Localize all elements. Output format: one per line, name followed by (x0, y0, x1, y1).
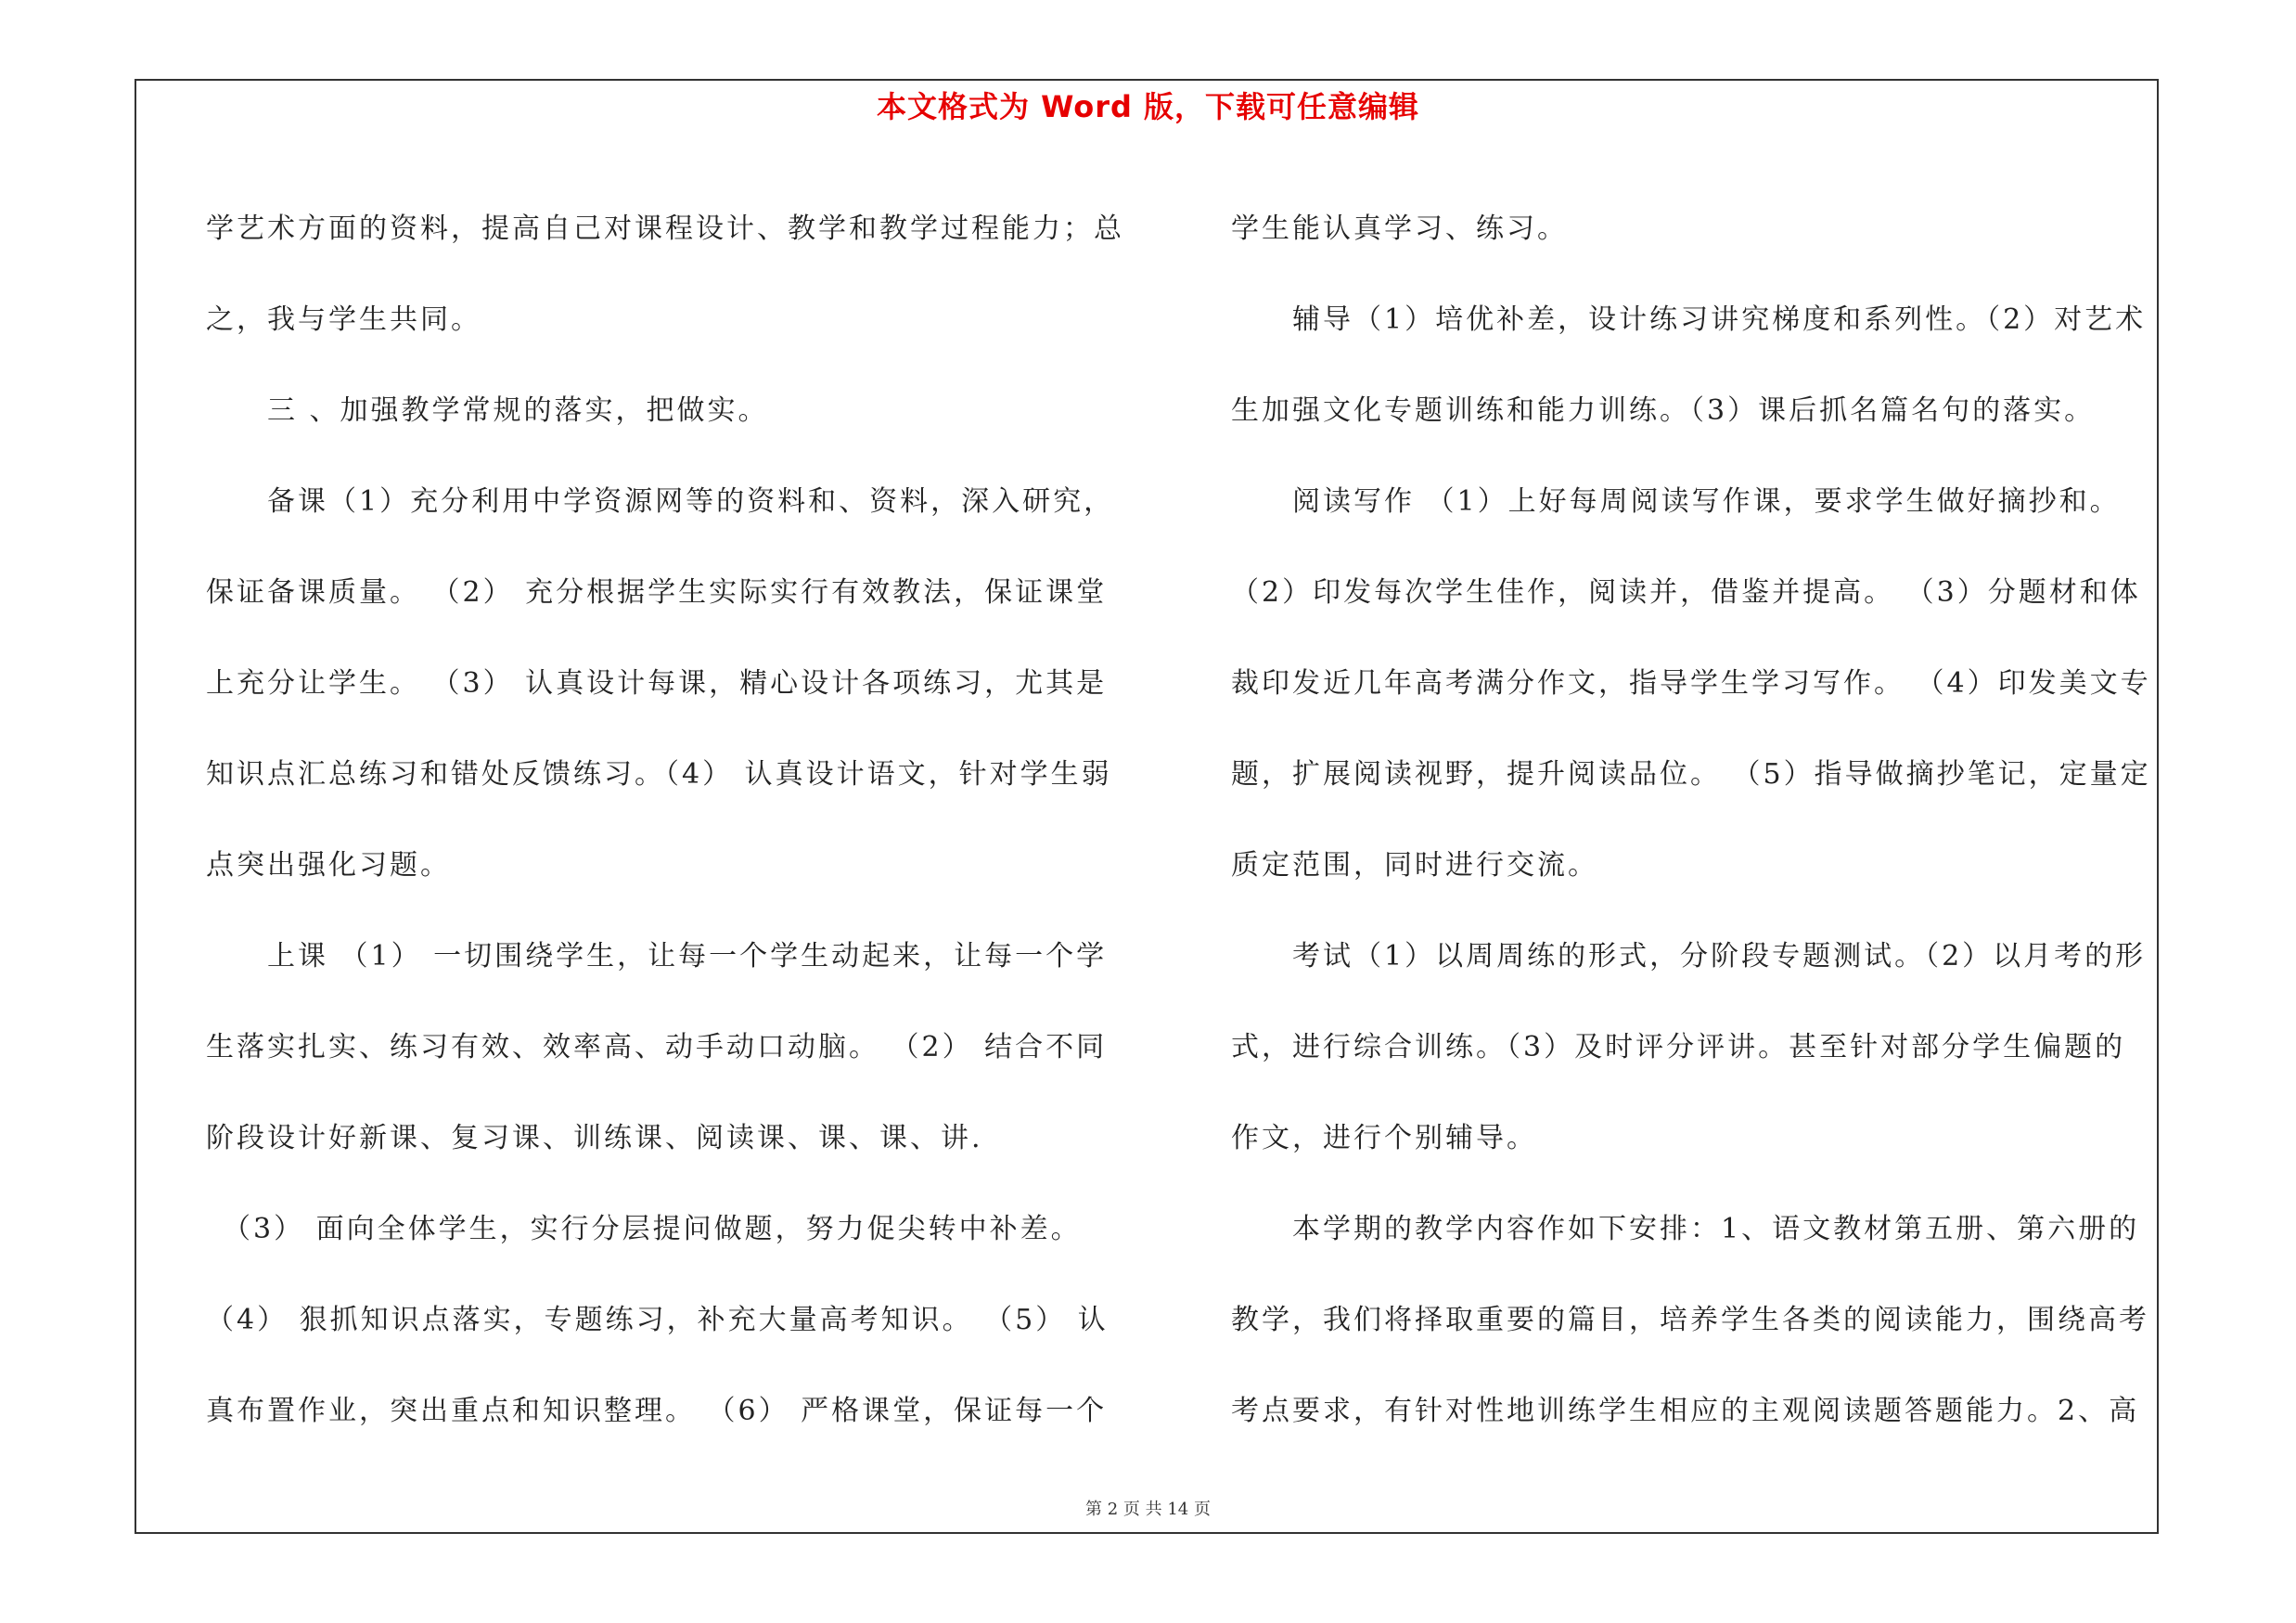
text-line: 保证备课质量。 （2） 充分根据学生实际实行有效教法，保证课堂 (206, 576, 1108, 609)
text-line: 作文，进行个别辅导。 (1231, 1122, 1537, 1154)
page-number: 第 2 页 共 14 页 (1085, 1500, 1211, 1519)
left-column (206, 184, 1134, 1457)
text-line: 学生能认真学习、练习。 (1231, 213, 1568, 245)
right-column (1231, 184, 2159, 1457)
text-line: 教学，我们将择取重要的篇目，培养学生各类的阅读能力，围绕高考 (1231, 1304, 2149, 1336)
text-line: 学艺术方面的资料，提高自己对课程设计、教学和教学过程能力；总 (206, 213, 1124, 245)
format-banner: 本文格式为 Word 版，下载可任意编辑 (876, 89, 1420, 124)
text-line: 辅导（1）培优补差，设计练习讲究梯度和系列性。（2）对艺术 (1231, 303, 2147, 336)
text-line: 本学期的教学内容作如下安排：1、语文教材第五册、第六册的 (1231, 1213, 2140, 1245)
text-line: （3） 面向全体学生，实行分层提问做题，努力促尖转中补差。 (206, 1213, 1082, 1245)
text-line: 备课（1）充分利用中学资源网等的资料和、资料，深入研究， (206, 485, 1115, 518)
text-line: 生加强文化专题训练和能力训练。（3）课后抓名篇名句的落实。 (1231, 394, 2096, 427)
text-line: 点突出强化习题。 (206, 849, 451, 882)
text-line: 之，我与学生共同。 (206, 303, 481, 336)
text-line: （2）印发每次学生佳作，阅读并，借鉴并提高。 （3）分题材和体 (1231, 576, 2141, 609)
text-line: 阅读写作 （1）上好每周阅读写作课，要求学生做好摘抄和。 (1231, 485, 2121, 518)
text-line: 上课 （1） 一切围绕学生，让每一个学生动起来，让每一个学 (206, 940, 1108, 973)
text-line: 题，扩展阅读视野，提升阅读品位。 （5）指导做摘抄笔记，定量定 (1231, 758, 2151, 791)
text-line: 上充分让学生。 （3） 认真设计每课，精心设计各项练习，尤其是 (206, 667, 1108, 700)
text-line: 生落实扎实、练习有效、效率高、动手动口动脑。 （2） 结合不同 (206, 1031, 1108, 1063)
text-line: 质定范围，同时进行交流。 (1231, 849, 1598, 882)
text-line: （4） 狠抓知识点落实，专题练习，补充大量高考知识。 （5） 认 (206, 1304, 1109, 1336)
text-line: 考试（1）以周周练的形式，分阶段专题测试。（2）以月考的形 (1231, 940, 2147, 973)
text-line: 真布置作业，突出重点和知识整理。 （6） 严格课堂，保证每一个 (206, 1395, 1108, 1427)
text-line: 裁印发近几年高考满分作文，指导学生学习写作。 （4）印发美文专 (1231, 667, 2151, 700)
text-line: 考点要求，有针对性地训练学生相应的主观阅读题答题能力。2、高 (1231, 1395, 2140, 1427)
text-line: 三 、加强教学常规的落实，把做实。 (206, 394, 769, 427)
text-line: 式，进行综合训练。（3）及时评分评讲。甚至针对部分学生偏题的 (1231, 1031, 2126, 1063)
text-line: 阶段设计好新课、复习课、训练课、阅读课、课、课、讲. (206, 1122, 983, 1154)
text-line: 知识点汇总练习和错处反馈练习。（4） 认真设计语文，针对学生弱 (206, 758, 1112, 791)
